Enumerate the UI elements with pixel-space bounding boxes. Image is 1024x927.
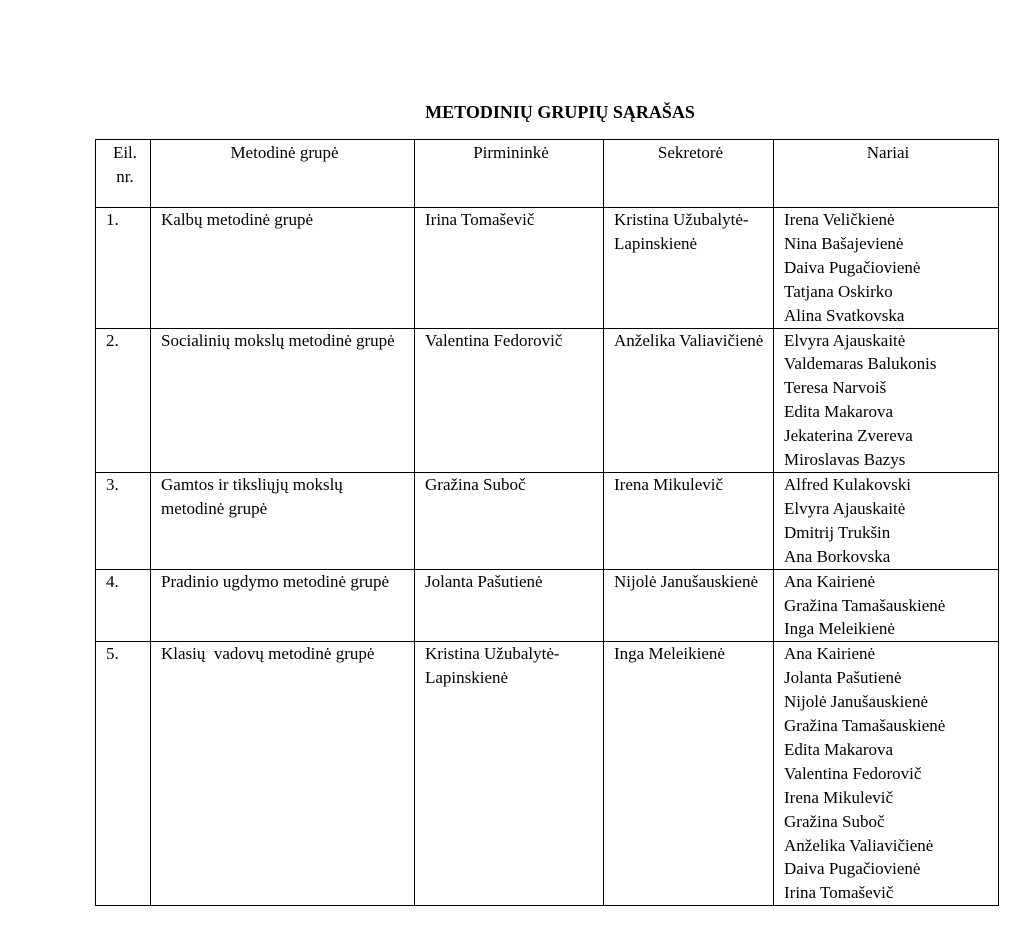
chair-name: [415, 208, 604, 329]
member-name: Daiva Pugačiovienė: [784, 859, 921, 879]
secretary-name-text: Kristina Užubalytė-Lapinskienė: [614, 210, 749, 253]
member-name: Miroslavas Bazys: [784, 450, 906, 470]
group-name: [151, 569, 415, 642]
group-name: [151, 472, 415, 569]
row-number: 3.: [96, 472, 151, 569]
secretary-name-text: Nijolė Janušauskienė: [614, 571, 758, 591]
member-name: Edita Makarova: [784, 402, 894, 422]
secretary-name-text: Inga Meleikienė: [614, 644, 725, 664]
member-name: Alfred Kulakovski: [784, 474, 912, 494]
member-name: Ana Kairienė: [784, 644, 876, 664]
member-name: Jekaterina Zvereva: [784, 426, 913, 446]
chair-name: [415, 642, 604, 906]
table-row: [96, 328, 999, 472]
header-no: [96, 140, 151, 208]
member-name: Dmitrij Trukšin: [784, 522, 891, 542]
member-name: Gražina Tamašauskienė: [784, 716, 946, 736]
member-name: Irena Veličkienė: [784, 210, 895, 229]
member-name: Nijolė Janušauskienė: [784, 692, 928, 712]
group-name-text: Klasių vadovų metodinė grupė: [161, 644, 375, 664]
secretary-name: [604, 328, 774, 472]
member-name: Valdemaras Balukonis: [784, 354, 937, 374]
secretary-name: [604, 569, 774, 642]
member-name: Irena Mikulevič: [784, 787, 894, 807]
group-name-text: Socialinių mokslų metodinė grupė: [161, 330, 395, 350]
table-row: [96, 642, 999, 906]
chair-name-text: Jolanta Pašutienė: [425, 571, 543, 591]
members-list: [774, 569, 999, 642]
member-name: Anželika Valiavičienė: [784, 835, 934, 855]
header-no-line: Eil.: [112, 143, 138, 162]
table-row: [96, 208, 999, 329]
group-name: [151, 642, 415, 906]
member-name: Gražina Tamašauskienė: [784, 595, 946, 615]
member-name: Edita Makarova: [784, 739, 894, 759]
row-number: 5.: [96, 642, 151, 906]
header-no-line: nr.: [116, 166, 134, 186]
chair-name-text: Valentina Fedorovič: [425, 330, 563, 350]
member-name: Ana Borkovska: [784, 546, 891, 566]
group-name: [151, 208, 415, 329]
table-row: [96, 472, 999, 569]
group-name-text: Gamtos ir tiksliųjų mokslų metodinė grupė: [161, 474, 343, 518]
secretary-name-text: Irena Mikulevič: [614, 474, 724, 494]
header-chair: Pirmininkė: [415, 140, 604, 208]
member-name: Tatjana Oskirko: [784, 281, 893, 301]
table-row: [96, 569, 999, 642]
member-name: Alina Svatkovska: [784, 305, 905, 325]
members-list: [774, 208, 999, 329]
member-name: Teresa Narvoiš: [784, 378, 887, 398]
header-secretary: Sekretorė: [604, 140, 774, 208]
header-group: Metodinė grupė: [151, 140, 415, 208]
group-name-text: Kalbų metodinė grupė: [161, 210, 314, 229]
row-number: 1.: [96, 208, 151, 329]
table-header-row: [96, 140, 999, 208]
member-name: Elvyra Ajauskaitė: [784, 330, 906, 350]
chair-name: [415, 569, 604, 642]
chair-name-text: Gražina Suboč: [425, 474, 526, 494]
member-name: Elvyra Ajauskaitė: [784, 498, 906, 518]
member-name: Daiva Pugačiovienė: [784, 257, 921, 277]
header-members: Nariai: [774, 140, 999, 208]
row-number: 4.: [96, 569, 151, 642]
member-name: Jolanta Pašutienė: [784, 668, 902, 688]
member-name: Nina Bašajevienė: [784, 233, 904, 253]
chair-name-text: Kristina Užubalytė-Lapinskienė: [425, 644, 560, 688]
members-list: [774, 328, 999, 472]
secretary-name: [604, 472, 774, 569]
member-name: Valentina Fedorovič: [784, 763, 922, 783]
group-name: [151, 328, 415, 472]
groups-table: [95, 139, 999, 906]
chair-name: [415, 328, 604, 472]
member-name: Ana Kairienė: [784, 571, 876, 591]
member-name: Inga Meleikienė: [784, 619, 895, 639]
chair-name-text: Irina Tomaševič: [425, 210, 535, 229]
secretary-name: [604, 642, 774, 906]
member-name: Irina Tomaševič: [784, 883, 894, 903]
members-list: [774, 642, 999, 906]
secretary-name-text: Anželika Valiavičienė: [614, 330, 764, 350]
member-name: Gražina Suboč: [784, 811, 885, 831]
secretary-name: [604, 208, 774, 329]
chair-name: [415, 472, 604, 569]
row-number: 2.: [96, 328, 151, 472]
members-list: [774, 472, 999, 569]
page-title: METODINIŲ GRUPIŲ SĄRAŠAS: [425, 102, 695, 122]
group-name-text: Pradinio ugdymo metodinė grupė: [161, 571, 390, 591]
